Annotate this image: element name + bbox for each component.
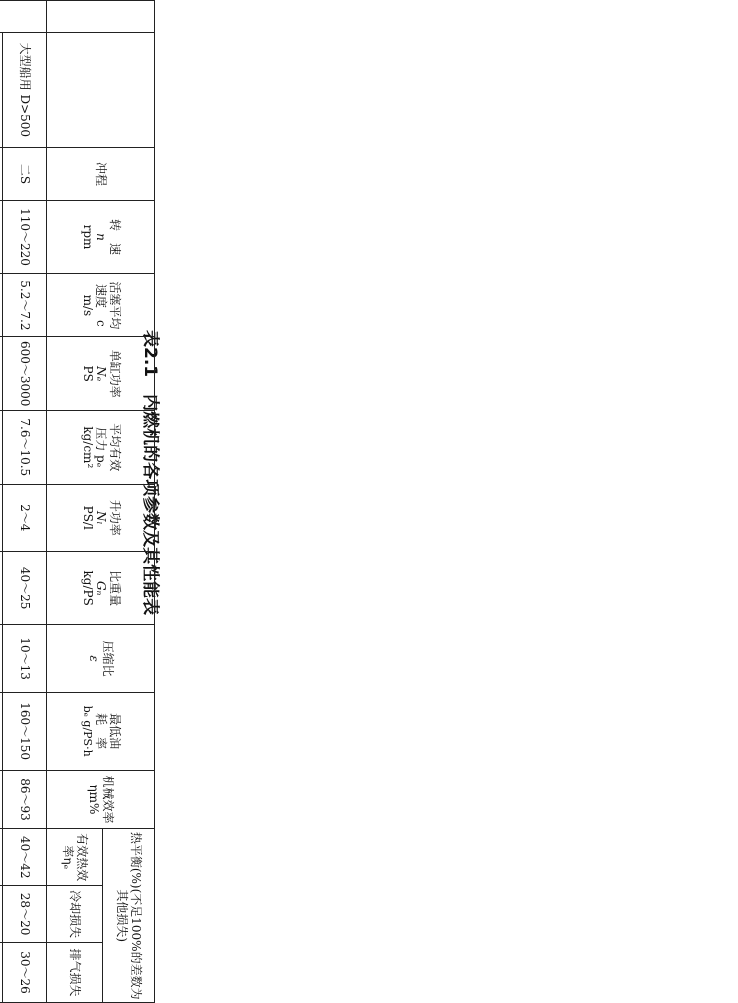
header-mech-name: 机械效率 (101, 775, 116, 824)
header-cyl-symbol: Nₑ (94, 366, 109, 382)
table-row-0-eff: 40～42 (3, 829, 47, 886)
table-row-0-mech: 86～93 (3, 770, 47, 829)
engine-parameter-table (0, 0, 155, 1003)
header-speed-unit: rpm (80, 224, 95, 250)
header-cyl-unit: PS (80, 365, 95, 382)
header-fuel-name2: 耗 率 (93, 713, 108, 750)
header-wt-name: 比重量 (108, 570, 123, 607)
table-row-0-pl: 2～4 (3, 484, 47, 551)
table-row-1-speed (0, 200, 3, 274)
header-mep-unit: kg/cm² (80, 426, 95, 469)
header-pl-unit: PS/l (80, 505, 95, 530)
header-fuel-name: 最低油 (107, 713, 122, 750)
table-row-0-stroke: 二S (3, 148, 47, 201)
header-power-per-litre (47, 484, 155, 551)
table-row-1-cyl (0, 337, 3, 411)
header-piston-unit: m/s (80, 294, 95, 317)
table-row-0-cyl: 600～3000 (3, 337, 47, 411)
header-cr-name: 压缩比 (101, 640, 116, 677)
side-label (0, 1, 47, 33)
table-row-1-cr (0, 625, 3, 692)
header-mep (47, 411, 155, 485)
header-stroke: 冲程 (47, 148, 155, 201)
header-piston-symbol: 速度 c (94, 284, 109, 327)
header-effective-thermal-eff: 有效热效率ηₑ (47, 829, 103, 886)
header-compression (47, 625, 155, 692)
header-mech-unit: ηm% (87, 784, 102, 815)
table-row-0-cr: 10～13 (3, 625, 47, 692)
header-exhaust-loss: 排气损失 (47, 942, 103, 1002)
table-title-text: 表2.1 内燃机的各项参数及其性能表 (140, 330, 160, 616)
table-row-2-eff (0, 829, 3, 886)
header-piston-speed (47, 274, 155, 337)
header-fuel-unit: bₑ g/PS·h (81, 705, 95, 757)
header-mep-symbol: 压力 pₑ (94, 427, 109, 468)
table-row-2-cool (0, 886, 3, 943)
header-mep-name: 平均有效 (108, 423, 123, 472)
header-pl-symbol: Nₗ (94, 511, 109, 525)
header-cyl-name: 单缸功率 (108, 349, 123, 398)
table-row-1-cat (0, 32, 3, 148)
table-row-1-wt (0, 551, 3, 625)
header-wt-unit: kg/PS (80, 570, 95, 606)
table-row-0-wt: 40～25 (3, 551, 47, 625)
header-speed (47, 200, 155, 274)
table-row-0-fuel: 160～150 (3, 692, 47, 770)
header-specific-weight (47, 551, 155, 625)
header-piston-name: 活塞平均 (108, 281, 123, 330)
table-row-2-fuel (0, 692, 3, 770)
table-row-0-speed: 110～220 (3, 200, 47, 274)
table-row-2-mech (0, 770, 3, 829)
table-row-1-stroke (0, 148, 3, 201)
header-cylinder-power (47, 337, 155, 411)
table-row-0-cool: 28～20 (3, 886, 47, 943)
header-mech-eff (47, 770, 155, 829)
table-row-0-mep: 7.6～10.5 (3, 411, 47, 485)
header-fuel-consumption (47, 692, 155, 770)
header-corner (47, 1, 155, 33)
header-pl-name: 升功率 (108, 499, 123, 536)
table-row-2-exh (0, 942, 3, 1002)
rotated-table-wrapper (0, 0, 155, 1003)
table-row-1-piston (0, 274, 3, 337)
table-row-0-exh: 30～26 (3, 942, 47, 1002)
header-category (47, 32, 155, 148)
table-row-0-cat: 大型船用 D>500 (3, 32, 47, 148)
header-heat-balance: 热平衡(%)(不足100%的差数为其他损失) (103, 829, 155, 1003)
header-speed-symbol: n (94, 233, 109, 241)
header-speed-name: 转 速 (108, 219, 123, 256)
header-cr-symbol: ε (87, 655, 102, 662)
header-wt-symbol: Gₙ (94, 580, 109, 596)
table-row-0-piston: 5.2～7.2 (3, 274, 47, 337)
table-row-1-pl (0, 484, 3, 551)
header-cooling-loss: 冷却损失 (47, 886, 103, 943)
table-row-1-mep (0, 411, 3, 485)
